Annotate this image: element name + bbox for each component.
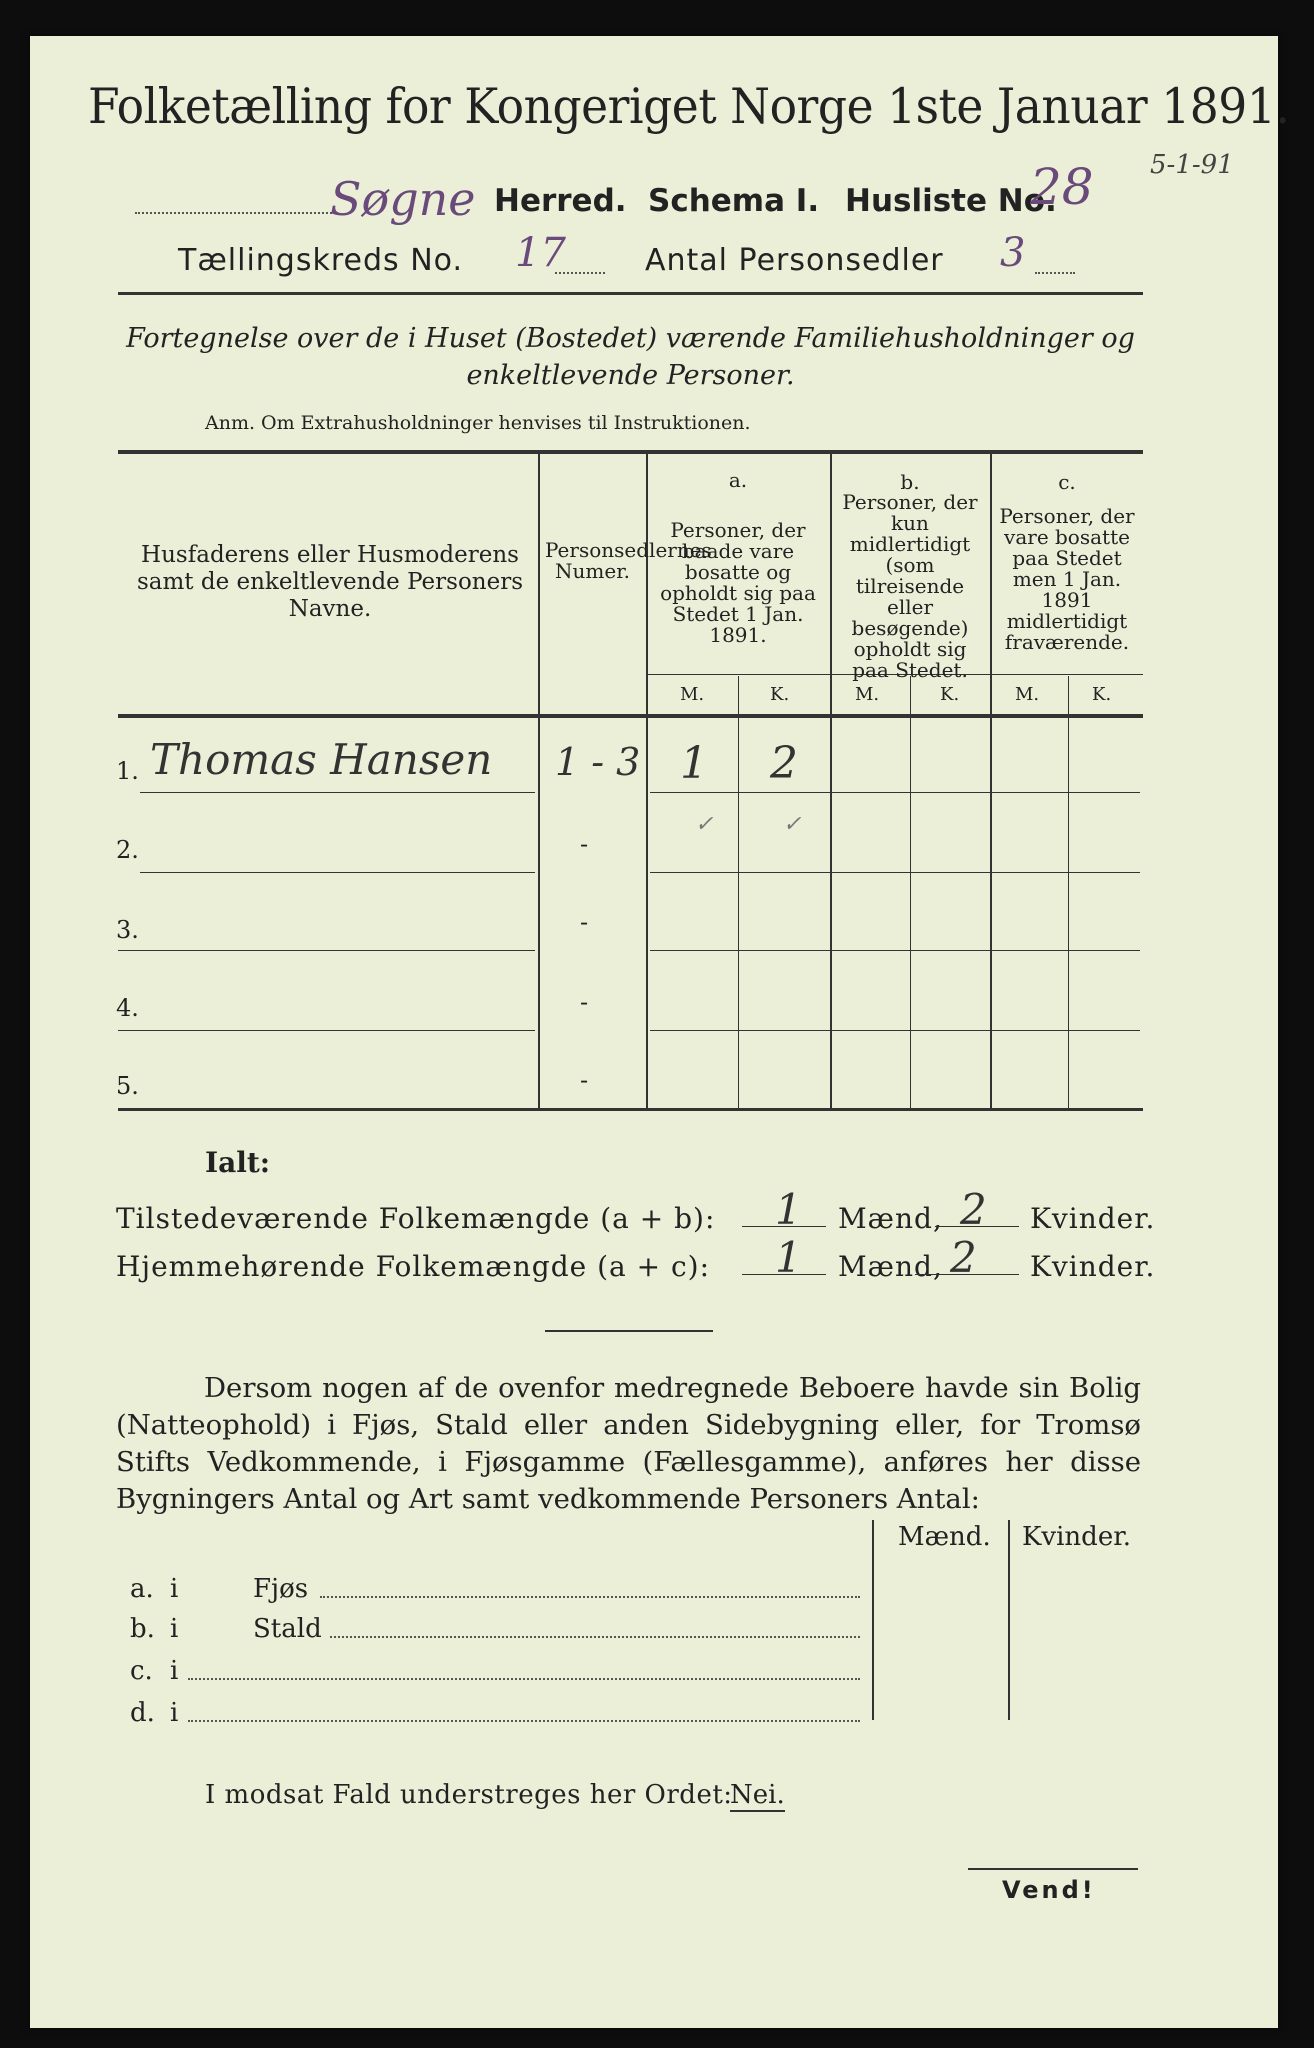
row-number: 4. <box>116 994 139 1022</box>
col-divider <box>910 676 911 1108</box>
hjemme-kvinder: 2 <box>950 1233 977 1282</box>
ialt-label: Ialt: <box>205 1146 271 1179</box>
date-note: 5-1-91 <box>1150 150 1234 180</box>
form-title: Folketælling for Kongeriget Norge 1ste Januar 1891. <box>88 78 1290 135</box>
husliste-label: Husliste No. <box>845 183 1057 219</box>
b-k-label: K. <box>940 684 960 705</box>
sidebygning-paragraph: Dersom nogen af de ovenfor medregnede Beboere havde sin Bolig (Natteophold) i Fjøs, Stald eller anden Sidebygning eller, for Tromsø Stifts Vedkommende, i Fjøsgamme (Fællesgamme), anføres her disse Bygningers Antal og Art samt vedkommende Personers Antal: <box>116 1372 1141 1515</box>
personsedler-numbers: - <box>580 908 589 936</box>
building-prep: i <box>170 1698 179 1728</box>
building-dots <box>188 1678 860 1680</box>
personsedler-numbers: - <box>580 988 589 1016</box>
building-dots <box>188 1720 860 1722</box>
buildings-divider <box>872 1520 874 1720</box>
row-rule <box>118 950 535 951</box>
building-label: Stald <box>253 1614 322 1644</box>
row-number: 2. <box>116 836 139 864</box>
row-rule <box>650 792 1140 793</box>
hjemme-maend: 1 <box>775 1233 802 1282</box>
mk-rule <box>990 674 1143 675</box>
a-maend-value: 1 <box>680 738 708 789</box>
row-rule <box>650 872 1140 873</box>
building-letter: a. <box>130 1574 154 1604</box>
personsedler-numbers: - <box>580 830 589 858</box>
row-number: 3. <box>116 916 139 944</box>
buildings-divider <box>1008 1520 1010 1720</box>
b-m-label: M. <box>855 684 880 705</box>
c-k-label: K. <box>1092 684 1112 705</box>
kreds-value: 17 <box>515 230 566 276</box>
tilstede-kvinder: 2 <box>960 1185 987 1234</box>
col-b-letter: b. <box>900 470 920 494</box>
col-header-name: Husfaderens eller Husmoderens samt de enkeltlevende Personers Navne. <box>136 542 524 622</box>
separator-rule <box>545 1330 713 1332</box>
col-a-header: Personer, der baade vare bosatte og opholdt sig paa Stedet 1 Jan. 1891. <box>660 518 816 647</box>
a-maend-value: ✓ <box>695 812 714 837</box>
person-name: Thomas Hansen <box>150 735 493 784</box>
buildings-maend-header: Mænd. <box>898 1522 991 1552</box>
mk-rule <box>646 674 830 675</box>
modsat-text: I modsat Fald understreges her Ordet: <box>205 1780 733 1810</box>
kreds-label: Tællingskreds No. <box>178 243 463 278</box>
col-divider <box>990 452 992 1108</box>
a-kvinder-value: 2 <box>770 738 798 789</box>
row-rule <box>140 792 535 793</box>
subtitle: Fortegnelse over de i Huset (Bostedet) værende Familiehusholdninger og enkeltlevende Personer. <box>126 323 1135 391</box>
row-rule <box>650 950 1140 951</box>
col-a-letter: a. <box>728 468 748 492</box>
tilstede-maend: 1 <box>775 1185 802 1234</box>
header-rule <box>118 292 1143 295</box>
building-prep: i <box>170 1614 179 1644</box>
col-divider <box>538 452 540 1108</box>
vend-rule <box>968 1868 1138 1870</box>
antal-label: Antal Personsedler <box>645 243 944 278</box>
building-letter: c. <box>130 1656 153 1686</box>
col-b-header: Personer, der kun midlertidigt (som tilreisende eller besøgende) opholdt sig paa Stedet. <box>842 490 978 682</box>
col-c-header: Personer, der vare bosatte paa Stedet men 1 Jan. 1891 midlertidigt fraværende. <box>999 504 1135 654</box>
col-divider <box>738 676 739 1108</box>
nei-word: Nei. <box>730 1780 785 1810</box>
personsedler-numbers: 1 - 3 <box>555 740 641 784</box>
col-divider <box>830 452 832 1108</box>
building-letter: d. <box>130 1698 155 1728</box>
kreds-dots <box>555 272 605 274</box>
a-k-label: K. <box>770 684 790 705</box>
col-divider <box>1068 676 1069 1108</box>
maend-word: Mænd, <box>838 1202 943 1235</box>
row-rule <box>650 1030 1140 1031</box>
schema-label: Schema I. <box>648 183 820 219</box>
building-letter: b. <box>130 1614 155 1644</box>
maend-word: Mænd, <box>838 1250 943 1283</box>
building-prep: i <box>170 1656 179 1686</box>
kvinder-word: Kvinder. <box>1030 1202 1156 1235</box>
personsedler-numbers: - <box>580 1066 589 1094</box>
row-number: 5. <box>116 1072 139 1100</box>
herred-value: Søgne <box>330 172 476 226</box>
col-header-number: Personsedlernes Numer. <box>545 538 712 583</box>
instructions-note: Anm. Om Extrahusholdninger henvises til Instruktionen. <box>205 412 751 434</box>
kvinder-word: Kvinder. <box>1030 1250 1156 1283</box>
row-rule <box>118 1030 535 1031</box>
antal-dots <box>1035 272 1075 274</box>
row-number: 1. <box>116 757 139 785</box>
herred-label: Herred. <box>494 183 627 219</box>
building-label: Fjøs <box>253 1574 309 1604</box>
table-bottom-rule <box>118 1108 1143 1111</box>
building-prep: i <box>170 1574 179 1604</box>
row-rule <box>140 872 535 873</box>
col-c-letter: c. <box>1058 470 1076 494</box>
building-dots <box>330 1636 860 1638</box>
husliste-value: 28 <box>1030 158 1094 216</box>
antal-value: 3 <box>1000 230 1026 276</box>
tilstede-label: Tilstedeværende Folkemængde (a + b): <box>116 1202 716 1235</box>
building-dots <box>320 1596 860 1598</box>
a-m-label: M. <box>680 684 705 705</box>
hjemme-label: Hjemmehørende Folkemængde (a + c): <box>116 1250 710 1283</box>
herred-dotted-line <box>135 212 335 214</box>
a-kvinder-value: ✓ <box>783 812 802 837</box>
vend-label: Vend! <box>1002 1876 1096 1904</box>
buildings-kvinder-header: Kvinder. <box>1022 1522 1132 1552</box>
c-m-label: M. <box>1015 684 1040 705</box>
